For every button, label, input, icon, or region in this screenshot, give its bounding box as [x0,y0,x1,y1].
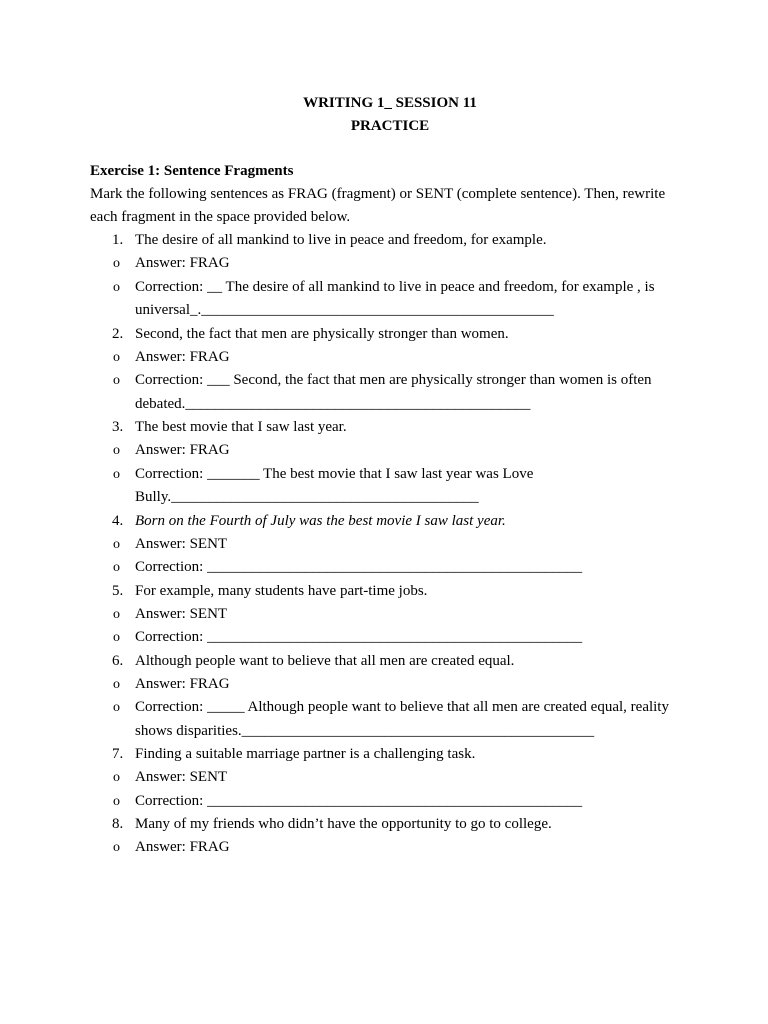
bullet-icon: o [113,536,120,552]
question-text: Although people want to believe that all men are created equal. [135,652,515,669]
answer-line [90,673,690,697]
question-number: 2. [112,325,124,342]
question-text: Finding a suitable marriage partner is a challenging task. [135,746,476,762]
correction-text: Correction: _____ Although people want to believe that all men are created equal, reality shows disparities._______________________________________________ [135,699,669,739]
correction-text: Correction: _______ The best movie that I saw last year was Love Bully._________________________________________ [135,465,534,505]
bullet-icon: o [113,279,120,295]
answer-list [90,603,690,650]
question-item [90,580,690,603]
answer-line [90,252,690,276]
correction-text: Correction: __ The desire of all mankind to live in peace and freedom, for example , is universal_._______________________________________________ [135,278,655,318]
answer-line [90,346,690,370]
question-item [90,813,690,836]
question-item [90,510,690,533]
correction-text: Correction: __________________________________________________ [135,629,583,645]
question-text: Second, the fact that men are physically stronger than women. [135,325,509,342]
answer-line [90,836,690,860]
answer-list [90,766,690,813]
question-number: 6. [112,652,124,669]
correction-line [90,696,690,743]
answer-text: Answer: SENT [135,769,228,785]
answer-text: Answer: FRAG [135,839,230,855]
answer-line [90,603,690,627]
answer-list [90,533,690,580]
correction-text: Correction: __________________________________________________ [135,792,583,809]
answer-text: Answer: FRAG [135,442,230,458]
bullet-icon: o [113,606,120,622]
question-number: 5. [112,582,124,599]
correction-line [90,626,690,650]
answer-text: Answer: FRAG [135,348,230,365]
question-item [90,650,690,673]
bullet-icon: o [113,466,120,482]
answer-line [90,533,690,557]
bullet-icon: o [113,676,120,692]
question-number: 4. [112,512,124,529]
exercise-heading: Exercise 1: Sentence Fragments [90,163,294,179]
document-title: WRITING 1_ SESSION 11 [303,95,477,111]
answer-list [90,836,690,860]
question-number: 1. [112,232,124,248]
correction-line [90,790,690,814]
document-subtitle: PRACTICE [350,118,430,134]
bullet-icon: o [113,373,120,388]
question-text: Born on the Fourth of July was the best movie I saw last year. [135,512,506,529]
answer-list [90,346,690,417]
correction-text: Correction: __________________________________________________ [135,559,583,575]
question-item [90,229,690,252]
correction-line [90,276,690,323]
answer-text: Answer: FRAG [135,255,230,271]
question-item [90,416,690,439]
answer-list [90,439,690,510]
question-item [90,323,690,346]
bullet-icon: o [113,349,120,365]
bullet-icon: o [113,700,120,715]
correction-text: Correction: ___ Second, the fact that men are physically stronger than women is often debated.______________________________________________ [135,372,652,412]
correction-line [90,556,690,580]
question-list [90,229,690,860]
question-text: The desire of all mankind to live in peace and freedom, for example. [135,232,547,248]
answer-text: Answer: SENT [135,535,228,552]
question-text: Many of my friends who didn’t have the opportunity to go to college. [135,816,552,832]
exercise-instructions: Mark the following sentences as FRAG (fragment) or SENT (complete sentence). Then, rewrite each fragment in the space provided below. [90,186,666,225]
question-text: The best movie that I saw last year. [135,419,347,435]
answer-line [90,766,690,790]
bullet-icon: o [113,793,120,809]
bullet-icon: o [113,560,120,575]
question-number: 7. [112,746,124,762]
bullet-icon: o [113,443,120,458]
answer-text: Answer: SENT [135,605,228,622]
question-number: 8. [112,816,124,832]
question-item [90,743,690,766]
question-text: For example, many students have part-time jobs. [135,582,428,599]
answer-text: Answer: FRAG [135,675,230,692]
bullet-icon: o [113,630,120,645]
bullet-icon: o [113,770,120,785]
correction-line [90,369,690,416]
bullet-icon: o [113,840,120,855]
correction-line [90,463,690,510]
document-page [90,92,690,860]
bullet-icon: o [113,256,120,271]
answer-line [90,439,690,463]
answer-list [90,252,690,323]
question-number: 3. [112,419,124,435]
answer-list [90,673,690,744]
